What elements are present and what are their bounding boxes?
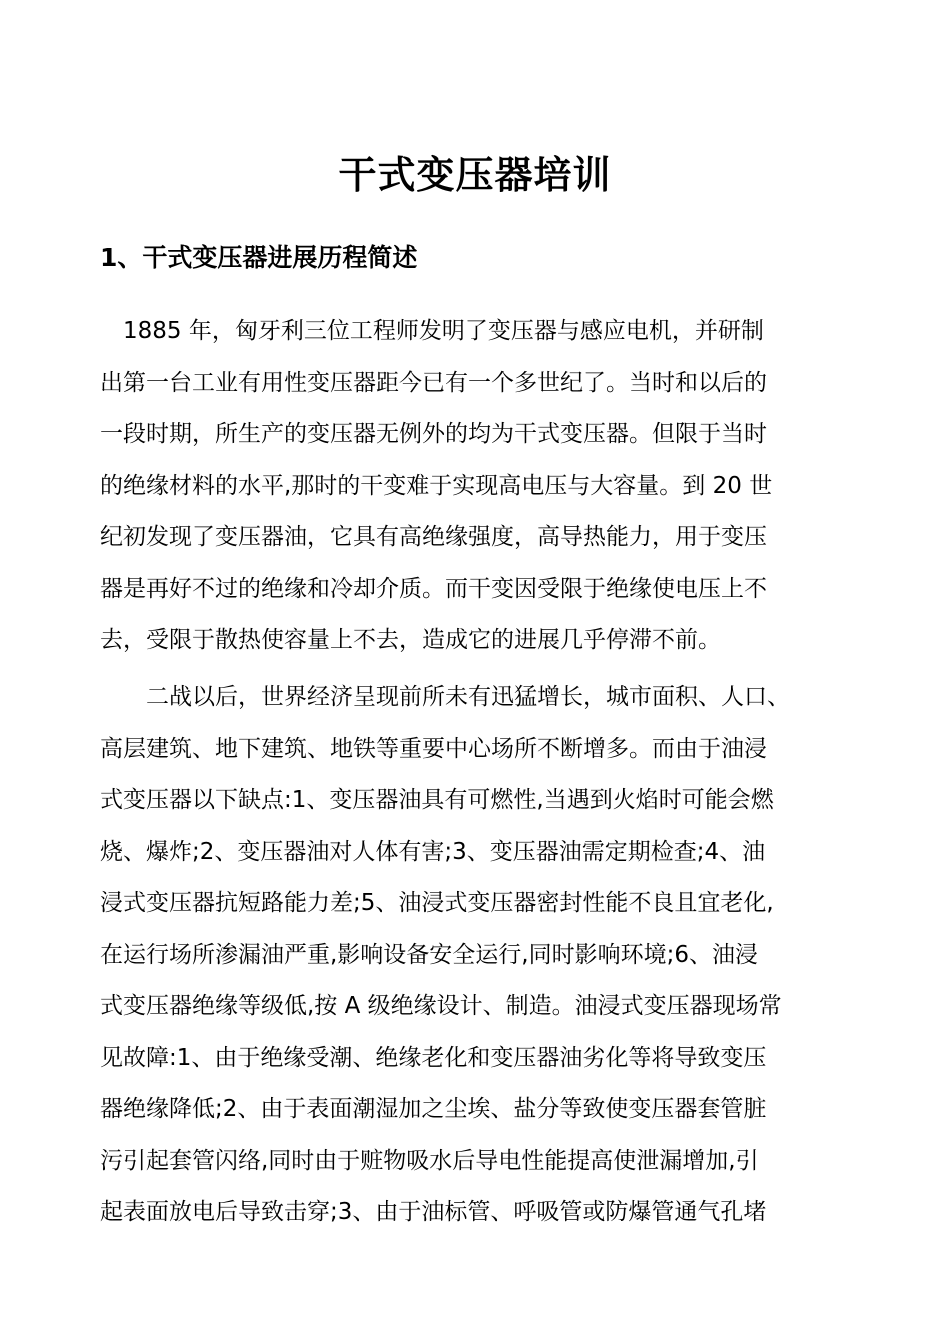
paragraph-line: 浸式变压器抗短路能力差;5、油浸式变压器密封性能不良且宜老化, bbox=[100, 890, 774, 916]
paragraph-1 bbox=[100, 306, 852, 667]
paragraph-line: 器是再好不过的绝缘和冷却介质。而干变因受限于绝缘使电压上不 bbox=[100, 575, 767, 602]
paragraph-line: 纪初发现了变压器油，它具有高绝缘强度，高导热能力，用于变压 bbox=[100, 524, 767, 550]
paragraph-line: 式变压器绝缘等级低,按 A 级绝缘设计、制造。油浸式变压器现场常 bbox=[100, 993, 782, 1019]
paragraph-line: 去，受限于散热使容量上不去，造成它的进展几乎停滞不前。 bbox=[100, 627, 721, 653]
paragraph-2 bbox=[100, 672, 852, 1239]
paragraph-line: 器绝缘降低;2、由于表面潮湿加之尘埃、盐分等致使变压器套管脏 bbox=[100, 1096, 767, 1122]
paragraph-line: 高层建筑、地下建筑、地铁等重要中心场所不断增多。而由于油浸 bbox=[100, 735, 767, 762]
paragraph-line: 的绝缘材料的水平,那时的干变难于实现高电压与大容量。到 20 世 bbox=[100, 472, 773, 499]
paragraph-line: 出第一台工业有用性变压器距今已有一个多世纪了。当时和以后的 bbox=[100, 369, 767, 396]
paragraph-line: 式变压器以下缺点:1、变压器油具有可燃性,当遇到火焰时可能会燃 bbox=[100, 787, 774, 813]
paragraph-line: 烧、爆炸;2、变压器油对人体有害;3、变压器油需定期检查;4、油 bbox=[100, 838, 766, 865]
paragraph-line: 二战以后，世界经济呈现前所未有迅猛增长，城市面积、人口、 bbox=[100, 684, 790, 710]
document-title: 干式变压器培训 bbox=[338, 153, 612, 197]
paragraph-line: 污引起套管闪络,同时由于赃物吸水后导电性能提高使泄漏增加,引 bbox=[100, 1147, 759, 1174]
paragraph-line: 在运行场所渗漏油严重,影响设备安全运行,同时影响环境;6、油浸 bbox=[100, 941, 759, 968]
paragraph-line: 1885 年，匈牙利三位工程师发明了变压器与感应电机，并研制 bbox=[100, 318, 764, 344]
paragraph-line: 起表面放电后导致击穿;3、由于油标管、呼吸管或防爆管通气孔堵 bbox=[100, 1199, 767, 1225]
paragraph-line: 一段时期，所生产的变压器无例外的均为干式变压器。但限于当时 bbox=[100, 421, 767, 447]
paragraph-line: 见故障:1、由于绝缘受潮、绝缘老化和变压器油劣化等将导致变压 bbox=[100, 1044, 767, 1071]
section-heading: 1、干式变压器进展历程简述 bbox=[100, 243, 418, 272]
